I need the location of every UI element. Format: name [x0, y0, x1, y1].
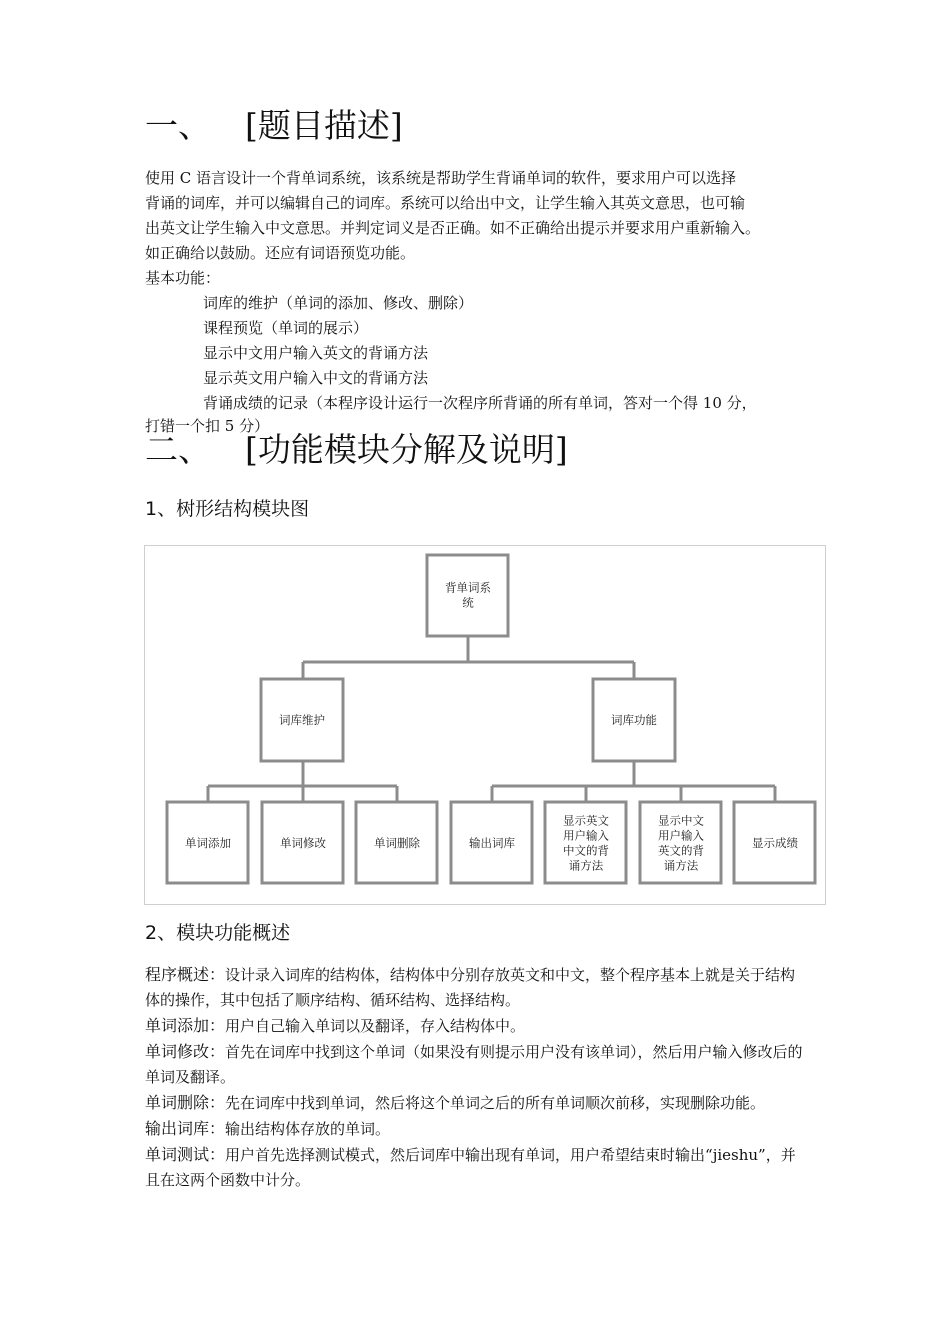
- tree-node-label-leaf: 诵方法: [663, 858, 699, 873]
- module-item: [145, 1039, 810, 1090]
- section-heading-1: [145, 106, 403, 146]
- module-term: 输出词库：: [145, 1119, 226, 1138]
- module-term: 单词修改：: [145, 1042, 226, 1061]
- module-text: 先在词库中找到单词，然后将这个单词之后的所有单词顺次前移，实现删除功能。: [225, 1094, 766, 1112]
- section-title: [题目描述]: [245, 106, 403, 145]
- module-term: 单词测试：: [145, 1145, 226, 1164]
- subheading-modules: 2、模块功能概述: [145, 922, 291, 944]
- module-item: [145, 1090, 810, 1116]
- module-item: [145, 1142, 810, 1193]
- tree-node-label-leaf: 中文的背: [563, 843, 609, 858]
- tree-node-label-leaf: 显示英文: [563, 813, 609, 828]
- module-tree-diagram: [144, 545, 826, 905]
- basic-functions-label: 基本功能：: [145, 269, 221, 287]
- module-item: [145, 1013, 810, 1039]
- tree-connector: [492, 761, 775, 802]
- module-text: 用户自己输入单词以及翻译，存入结构体中。: [225, 1017, 526, 1035]
- tree-node-label-leaf: 输出词库: [469, 836, 515, 850]
- module-item: [145, 962, 810, 1013]
- tree-node-label-root: 统: [462, 595, 474, 610]
- module-text: 输出结构体存放的单词。: [225, 1120, 391, 1138]
- tree-node-label-root: 背单词系: [445, 580, 491, 595]
- module-text: 设计录入词库的结构体，结构体中分别存放英文和中文，整个程序基本上就是关于结构体的操作，其中包括了顺序结构、循环结构、选择结构。: [145, 966, 796, 1009]
- tree-node-label-leaf: 用户输入: [658, 828, 704, 843]
- tree-connector: [208, 761, 397, 802]
- tree-svg: [145, 546, 825, 904]
- tree-node-label-leaf: 单词删除: [374, 836, 420, 850]
- description-line: 背诵的词库，并可以编辑自己的词库。系统可以给出中文，让学生输入其英文意思，也可输: [145, 194, 746, 212]
- tree-node-label-leaf: 单词修改: [280, 836, 326, 850]
- description-line: 如正确给以鼓励。还应有词语预览功能。: [145, 244, 416, 262]
- tree-node-label-maintain: 词库维护: [279, 713, 325, 727]
- description-line: 出英文让学生输入中文意思。并判定词义是否正确。如不正确给出提示并要求用户重新输入。: [145, 219, 761, 237]
- module-text: 用户首先选择测试模式，然后词库中输出现有单词，用户希望结束时输出“jieshu”，并且在这两个函数中计分。: [145, 1146, 796, 1189]
- section-number: 一、: [145, 106, 211, 145]
- module-list: [145, 962, 810, 1193]
- subheading-tree: 1、树形结构模块图: [145, 498, 310, 520]
- module-item: [145, 1116, 810, 1142]
- tree-node-label-leaf: 显示中文: [658, 813, 704, 828]
- description-line: 使用 C 语言设计一个背单词系统，该系统是帮助学生背诵单词的软件，要求用户可以选择: [145, 169, 737, 187]
- section-title: [功能模块分解及说明]: [245, 430, 568, 469]
- module-term: 单词添加：: [145, 1016, 226, 1035]
- section-number: 二、: [145, 430, 211, 469]
- tree-node-label-leaf: 诵方法: [568, 858, 604, 873]
- tree-node-label-leaf: 英文的背: [658, 843, 704, 858]
- feature-item: 显示中文用户输入英文的背诵方法: [203, 344, 429, 362]
- module-term: 单词删除：: [145, 1093, 226, 1112]
- section-heading-2: [145, 430, 568, 470]
- tree-node-label-functions: 词库功能: [611, 713, 657, 727]
- tree-node-label-leaf: 单词添加: [185, 836, 231, 850]
- feature-item: 背诵成绩的记录（本程序设计运行一次程序所背诵的所有单词，答对一个得 10 分，: [203, 394, 757, 412]
- description-paragraph: [145, 166, 810, 266]
- feature-item-continuation: 打错一个扣 5 分）: [145, 417, 270, 435]
- tree-connector: [303, 636, 634, 679]
- feature-item: 词库的维护（单词的添加、修改、删除）: [203, 294, 474, 312]
- module-term: 程序概述：: [145, 965, 226, 984]
- feature-item: 课程预览（单词的展示）: [203, 319, 369, 337]
- tree-node-label-leaf: 用户输入: [563, 828, 609, 843]
- tree-node-label-leaf: 显示成绩: [752, 836, 798, 850]
- feature-item: 显示英文用户输入中文的背诵方法: [203, 369, 429, 387]
- module-text: 首先在词库中找到这个单词（如果没有则提示用户没有该单词），然后用户输入修改后的单词及翻译。: [145, 1043, 803, 1086]
